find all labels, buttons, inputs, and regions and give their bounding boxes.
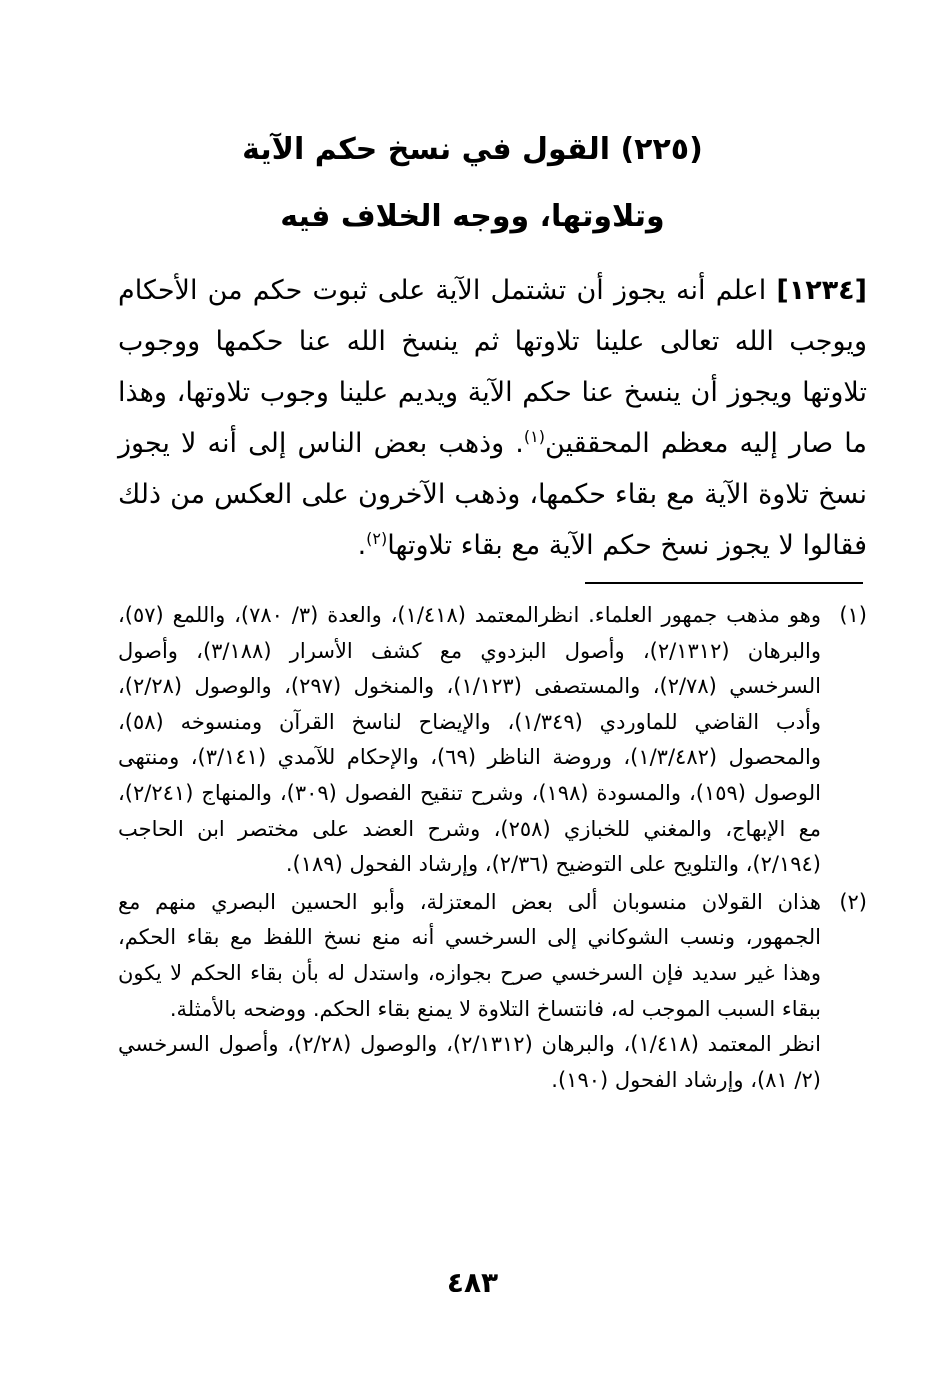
footnote-body — [118, 885, 821, 1099]
footnote-ref-2[interactable]: (٢) — [366, 529, 388, 548]
footnote-separator — [585, 582, 863, 584]
footnote-2 — [118, 885, 867, 1099]
paragraph-end: . — [357, 530, 367, 561]
paragraph-text-part1: اعلم أنه يجوز أن تشتمل الآية على ثبوت حكم من الأحكام ويوجب الله تعالى علينا تلاوتها ثم ينسخ الله عنا حكمها ووجوب تلاوتها ويجوز أن ينسخ عنا حكم الآية ويديم علينا وجوب تلاوتها، وهذا ما صار إليه معظم المحققين — [118, 275, 867, 459]
footnote-ref-1[interactable]: (١) — [523, 427, 545, 446]
footnotes-section — [118, 598, 867, 1098]
footnote-1 — [118, 598, 867, 883]
chapter-title: (٢٢٥) القول في نسخ حكم الآية — [242, 132, 703, 167]
footnote-number: (٢) — [839, 889, 867, 914]
footnote-number: (١) — [839, 603, 867, 627]
footnote-text: هذان القولان منسوبان ألى بعض المعتزلة، وأبو الحسين البصري منهم مع الجمهور، ونسب الشوكاني إلى السرخسي أنه منع نسخ اللفظ مع بقاء الحكم، وهذا غير سديد فإن السرخسي صرح بجوازه، واستدل له بأن بقاء الحكم لا يكون ببقاء السبب الموجب له، فانتساخ التلاوة لا يمنع بقاء الحكم. ووضحه بالأمثلة. — [118, 889, 821, 1021]
paragraph-text-part2: . وذهب بعض الناس إلى أنه لا يجوز نسخ تلاوة الآية مع بقاء حكمها، وذهب الآخرون على العكس من ذلك فقالوا لا يجوز نسخ حكم الآية مع بقاء تلاوتها — [118, 428, 867, 561]
footnote-references: انظر المعتمد (١/٤١٨)، والبرهان (٢/١٣١٢)، والوصول (٢/٢٨)، وأصول السرخسي (٢/ ٨١)، وإرشاد الفحول (١٩٠). — [118, 1032, 821, 1092]
footnote-text: وهو مذهب جمهور العلماء. انظرالمعتمد (١/٤١٨)، والعدة (٣/ ٧٨٠)، واللمع (٥٧)، والبرهان (٢/١٣١٢)، وأصول البزدوي مع كشف الأسرار (٣/١٨٨)، وأصول السرخسي (٢/٧٨)، والمستصفى (١/١٢٣)، والمنخول (٢٩٧)، والوصول (٢/٢٨)، وأدب القاضي للماوردي (١/٣٤٩)، والإيضاح لناسخ القرآن ومنسوخه (٥٨)، والمحصول (١/٣/٤٨٢)، وروضة الناظر (٦٩)، والإحكام للآمدي (٣/١٤١)، ومنتهى الوصول (١٥٩)، والمسودة (١٩٨)، وشرح تنقيح الفصول (٣٠٩)، والمنهاج (٢/٢٤١)، مع الإبهاج، والمغني للخبازي (٢٥٨)، وشرح العضد على مختصر ابن الحاجب (٢/١٩٤)، والتلويح على التوضيح (٢/٣٦)، وإرشاد الفحول (١٨٩). — [118, 603, 822, 877]
footnote-body — [118, 598, 821, 883]
paragraph-number: [١٢٣٤] — [776, 275, 867, 306]
page-number: ٤٨٣ — [446, 1266, 499, 1299]
chapter-subtitle: وتلاوتها، ووجه الخلاف فيه — [280, 199, 665, 234]
main-paragraph — [118, 265, 867, 571]
